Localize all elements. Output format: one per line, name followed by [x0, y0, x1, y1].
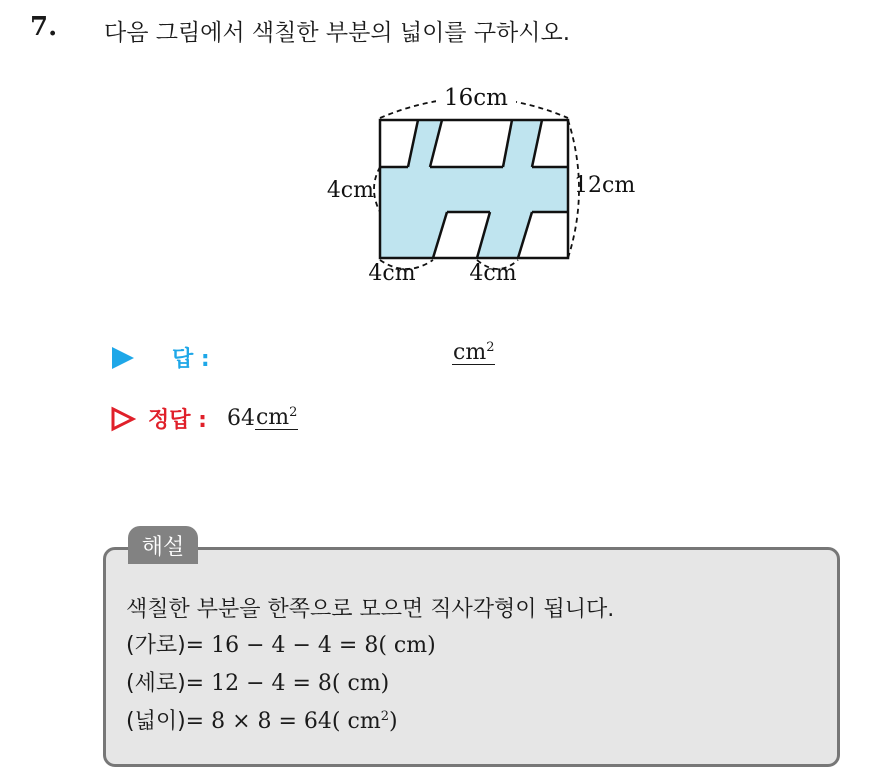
correct-answer-row — [110, 403, 298, 434]
solution-line-2: (가로)= 16 − 4 − 4 = 8( cm) — [126, 633, 436, 658]
question-number: 7. — [30, 12, 58, 42]
solution-line-4: (넓이)= 8 × 8 = 64( $cm^2$) — [126, 709, 398, 734]
label-bottom-left: 4cm — [368, 261, 416, 286]
answer-unit[interactable]: $cm^2$ — [453, 340, 495, 365]
solution-line-1: 색칠한 부분을 한쪽으로 모으면 직사각형이 됩니다. — [126, 597, 615, 622]
shaded-region — [380, 120, 568, 258]
correct-label: 정답 : — [148, 408, 207, 433]
label-bottom-right: 4cm — [469, 261, 517, 286]
label-right: 12cm — [574, 173, 636, 198]
label-top: 16cm — [444, 85, 508, 111]
shaded-rectangle-figure — [300, 78, 660, 288]
correct-value: 64 — [226, 406, 255, 431]
play-arrow-icon — [112, 347, 134, 369]
answer-label: 답 : — [172, 347, 210, 372]
solution-tab: 해설 — [128, 526, 198, 564]
outline-arrow-icon — [110, 406, 136, 432]
question-text: 다음 그림에서 색칠한 부분의 넓이를 구하시오. — [104, 20, 571, 46]
solution-line-3: (세로)= 12 − 4 = 8( cm) — [126, 671, 390, 696]
correct-unit: $cm^2$ — [255, 405, 298, 430]
label-left: 4cm — [326, 178, 374, 203]
answer-row — [112, 342, 210, 373]
